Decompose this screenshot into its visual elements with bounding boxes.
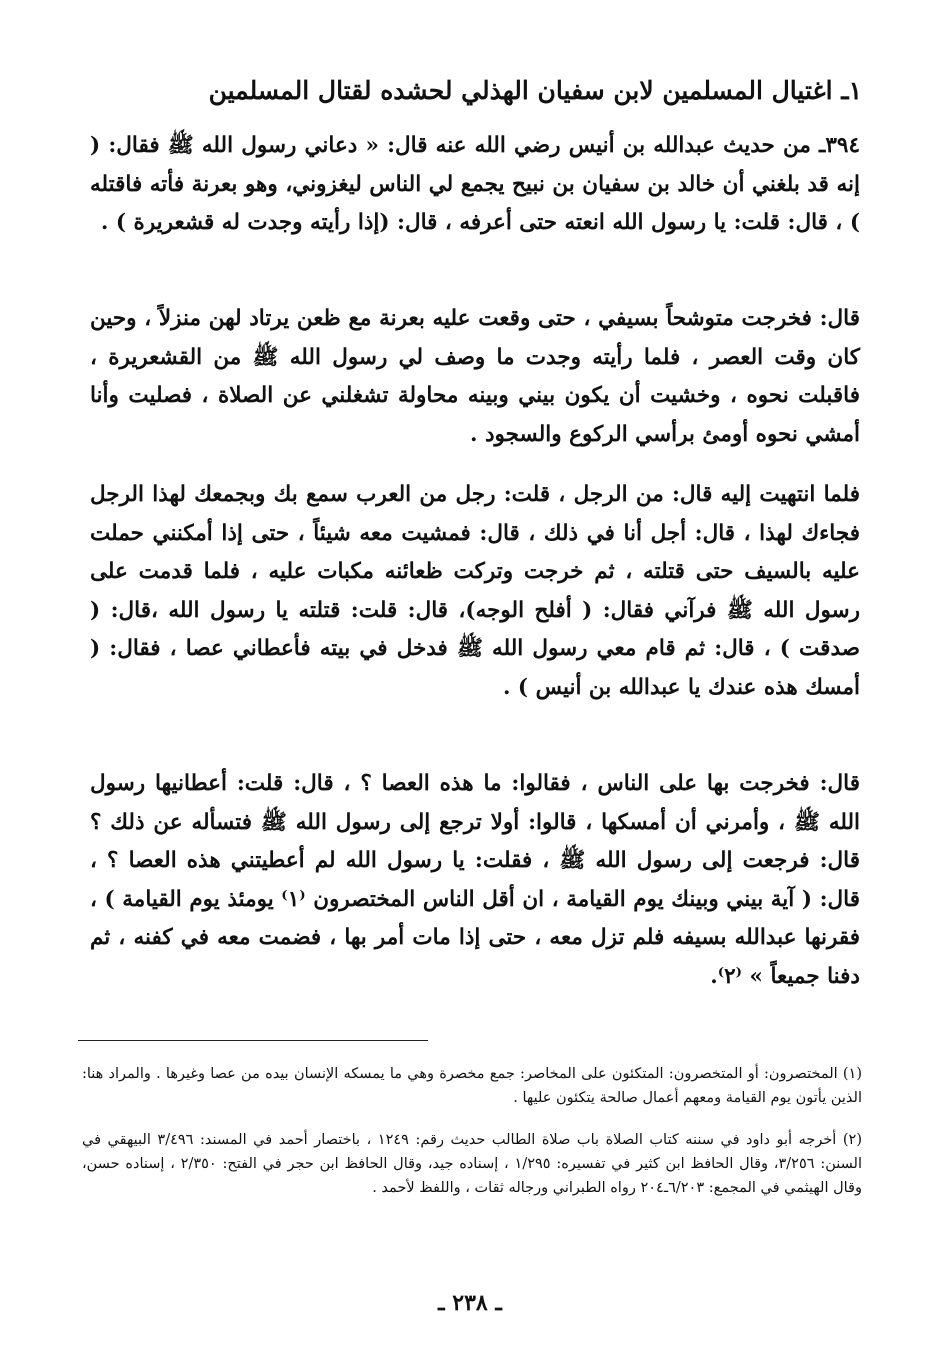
paragraph-3: فلما انتهيت إليه قال: من الرجل ، قلت: رجل من العرب سمع بك وبجمعك لهذا الرجل فجاءك لهذا ، قال: أجل أنا في ذلك ، قال: فمشيت معه شيئاً ، حتى إذا أمكنني حملت عليه بالسيف حتى قتلته ، ثم خرجت وتركت ظعائنه مكبات عليه ، فلما قدمت على رسول الله ﷺ فرآني فقال: ( أفلح الوجه)، قال: قلت: قتلته يا رسول الله ،قال: ( صدقت ) ، قال: ثم قام معي رسول الله ﷺ فدخل في بيته فأعطاني عصا ، فقال: ( أمسك هذه عندك يا عبدالله بن أنيس ) .	[90, 482, 860, 700]
footnote-2: (٢) أخرجه أبو داود في سننه كتاب الصلاة باب صلاة الطالب حديث رقم: ١٢٤٩ ، باختصار أحمد في المسند: ٣/٤٩٦ البيهقي في السنن: ٣/٢٥٦، وقال الحافظ ابن كثير في تفسيره: ١/٢٩٥ ، إسناده جيد، وقال الحافظ ابن حجر في الفتح: ٢/٣٥٠ ، إسناده حسن، وقال الهيثمي في المجمع: ٦/٢٠٣ـ٢٠٤ رواه الطبراني ورجاله ثقات ، واللفظ لأحمد .	[82, 1132, 863, 1196]
paragraph-2: قال: فخرجت متوشحاً بسيفي ، حتى وقعت عليه بعرنة مع ظعن يرتاد لهن منزلاً ، وحين كان وقت العصر ، فلما رأيته وجدت ما وصف لي رسول الله ﷺ من القشعريرة ، فاقبلت نحوه ، وخشيت أن يكون بيني وبينه محاولة تشغلني عن الصلاة ، فصليت وأنا أمشي نحوه أومئ برأسي الركوع والسجود .	[90, 306, 860, 447]
section-heading: ١ـ اغتيال المسلمين لابن سفيان الهذلي لحشده لقتال المسلمين	[208, 76, 862, 105]
page-number: ـ ٢٣٨ ـ	[438, 1290, 502, 1316]
footnote-divider	[78, 1040, 428, 1041]
footnote-1: (١) المختصرون: أو المتخصرون: المتكئون على المخاصر: جمع مخصرة وهي ما يمسكه الإنسان بيده من عصا وغيرها . والمراد هنا: الذين يأتون يوم القيامة ومعهم أعمال صالحة يتكئون عليها .	[82, 1066, 862, 1106]
paragraph-4: قال: فخرجت بها على الناس ، فقالوا: ما هذه العصا ؟ ، قال: قلت: أعطانيها رسول الله ﷺ ، وأمرني أن أمسكها ، قالوا: أولا ترجع إلى رسول الله ﷺ فتسأله عن ذلك ؟ قال: فرجعت إلى رسول الله ﷺ ، فقلت: يا رسول الله لم أعطيتني هذه العصا ؟ ، قال: ( آية بيني وبينك يوم القيامة ، ان أقل الناس المختصرون ⁽١⁾ يومئذ يوم القيامة ) ، فقرنها عبدالله بسيفه فلم تزل معه ، حتى إذا مات أمر بها ، فضمت معه في كفنه ، ثم دفنا جميعاً » ⁽٢⁾.	[90, 771, 861, 989]
paragraph-hadith-394: ٣٩٤ـ من حديث عبدالله بن أنيس رضي الله عنه قال: « دعاني رسول الله ﷺ فقال: ( إنه قد بلغني أن خالد بن سفيان بن نبيح يجمع لي الناس ليغزوني، وهو بعرنة فأته فاقتله ) ، قال: قلت: يا رسول الله انعته حتى أعرفه ، قال: (إذا رأيته وجدت له قشعريرة ) .	[90, 133, 860, 235]
